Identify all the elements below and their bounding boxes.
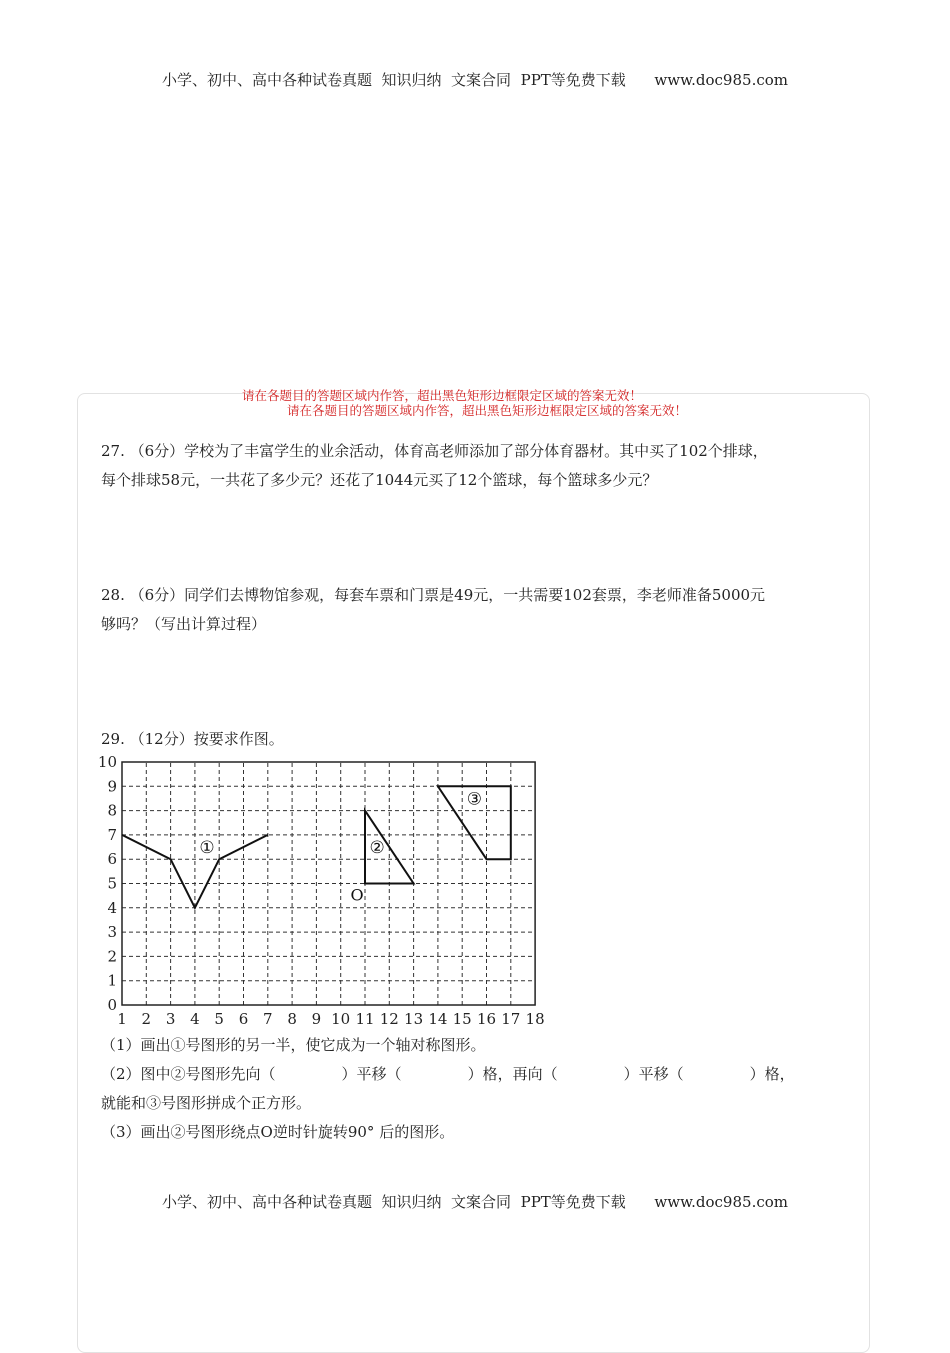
y-tick-label: 2 <box>107 947 117 966</box>
point-o-label: O <box>350 885 364 905</box>
question-28-line-2: 够吗？（写出计算过程） <box>101 615 267 633</box>
question-27-line-1: 27. （6分）学校为了丰富学生的业余活动，体育高老师添加了部分体育器材。其中买了102个排球， <box>101 442 768 460</box>
x-tick-label: 12 <box>379 1010 399 1028</box>
y-tick-label: 4 <box>107 898 117 917</box>
sub2-text-c: ）格，再向（ <box>467 1065 558 1083</box>
x-tick-label: 2 <box>141 1010 152 1028</box>
shape-label-3: ③ <box>466 789 482 810</box>
question-29-sub-3: （3）画出②号图形绕点O逆时针旋转90° 后的图形。 <box>101 1123 455 1141</box>
y-tick-label: 8 <box>107 801 117 820</box>
y-tick-label: 10 <box>97 753 117 771</box>
y-tick-label: 9 <box>107 777 117 796</box>
question-27 <box>101 437 849 495</box>
shape-label-2: ② <box>369 838 385 859</box>
sub2-text-d: ）平移（ <box>623 1065 684 1083</box>
question-29-subparts <box>101 1031 849 1147</box>
sub2-text-e: ）格， <box>749 1065 795 1083</box>
y-tick-label: 0 <box>107 996 117 1014</box>
sub2-text-b: ）平移（ <box>341 1065 402 1083</box>
question-27-line-2: 每个排球58元，一共花了多少元？还花了1044元买了12个篮球，每个篮球多少元？ <box>101 471 658 489</box>
x-tick-label: 17 <box>501 1010 521 1028</box>
x-tick-label: 7 <box>263 1010 273 1028</box>
coordinate-grid-figure <box>95 752 575 1032</box>
question-28-line-1: 28. （6分）同学们去博物馆参观，每套车票和门票是49元，一共需要102套票，李老师准备5000元 <box>101 586 766 604</box>
x-tick-label: 18 <box>525 1010 545 1028</box>
answer-area-warning-repeat: 请在各题目的答题区域内作答，超出黑色矩形边框限定区域的答案无效！ <box>287 403 688 418</box>
x-tick-label: 13 <box>404 1010 424 1028</box>
question-29-sub-2-line-2: 就能和③号图形拼成个正方形。 <box>101 1094 312 1112</box>
y-tick-label: 7 <box>107 825 117 844</box>
header-banner-bottom: 小学、初中、高中各种试卷真题 知识归纳 文案合同 PPT等免费下载 www.doc985.com <box>161 1193 788 1211</box>
x-tick-label: 15 <box>452 1010 472 1028</box>
x-tick-label: 16 <box>476 1010 497 1028</box>
answer-area-warning: 请在各题目的答题区域内作答，超出黑色矩形边框限定区域的答案无效！ <box>242 388 643 403</box>
y-tick-label: 6 <box>107 850 117 869</box>
x-tick-label: 3 <box>165 1010 176 1028</box>
question-29-title: 29. （12分）按要求作图。 <box>101 730 284 748</box>
y-tick-label: 3 <box>107 923 117 942</box>
header-banner-top: 小学、初中、高中各种试卷真题 知识归纳 文案合同 PPT等免费下载 www.doc985.com <box>161 71 788 89</box>
x-tick-label: 10 <box>331 1010 351 1028</box>
x-tick-label: 11 <box>355 1010 375 1028</box>
y-tick-label: 1 <box>107 971 117 990</box>
question-28 <box>101 581 849 639</box>
x-tick-label: 5 <box>214 1010 224 1028</box>
sub2-text-a: （2）图中②号图形先向（ <box>101 1065 276 1083</box>
question-29-sub-1: （1）画出①号图形的另一半，使它成为一个轴对称图形。 <box>101 1036 486 1054</box>
x-tick-label: 8 <box>287 1010 297 1028</box>
x-tick-label: 14 <box>428 1010 448 1028</box>
x-tick-label: 6 <box>238 1010 249 1028</box>
x-tick-label: 9 <box>311 1010 322 1028</box>
shape-label-1: ① <box>199 838 215 859</box>
y-tick-label: 5 <box>107 874 117 893</box>
x-tick-label: 1 <box>117 1010 127 1028</box>
x-tick-label: 4 <box>190 1010 200 1028</box>
question-29-sub-2 <box>101 1060 849 1089</box>
